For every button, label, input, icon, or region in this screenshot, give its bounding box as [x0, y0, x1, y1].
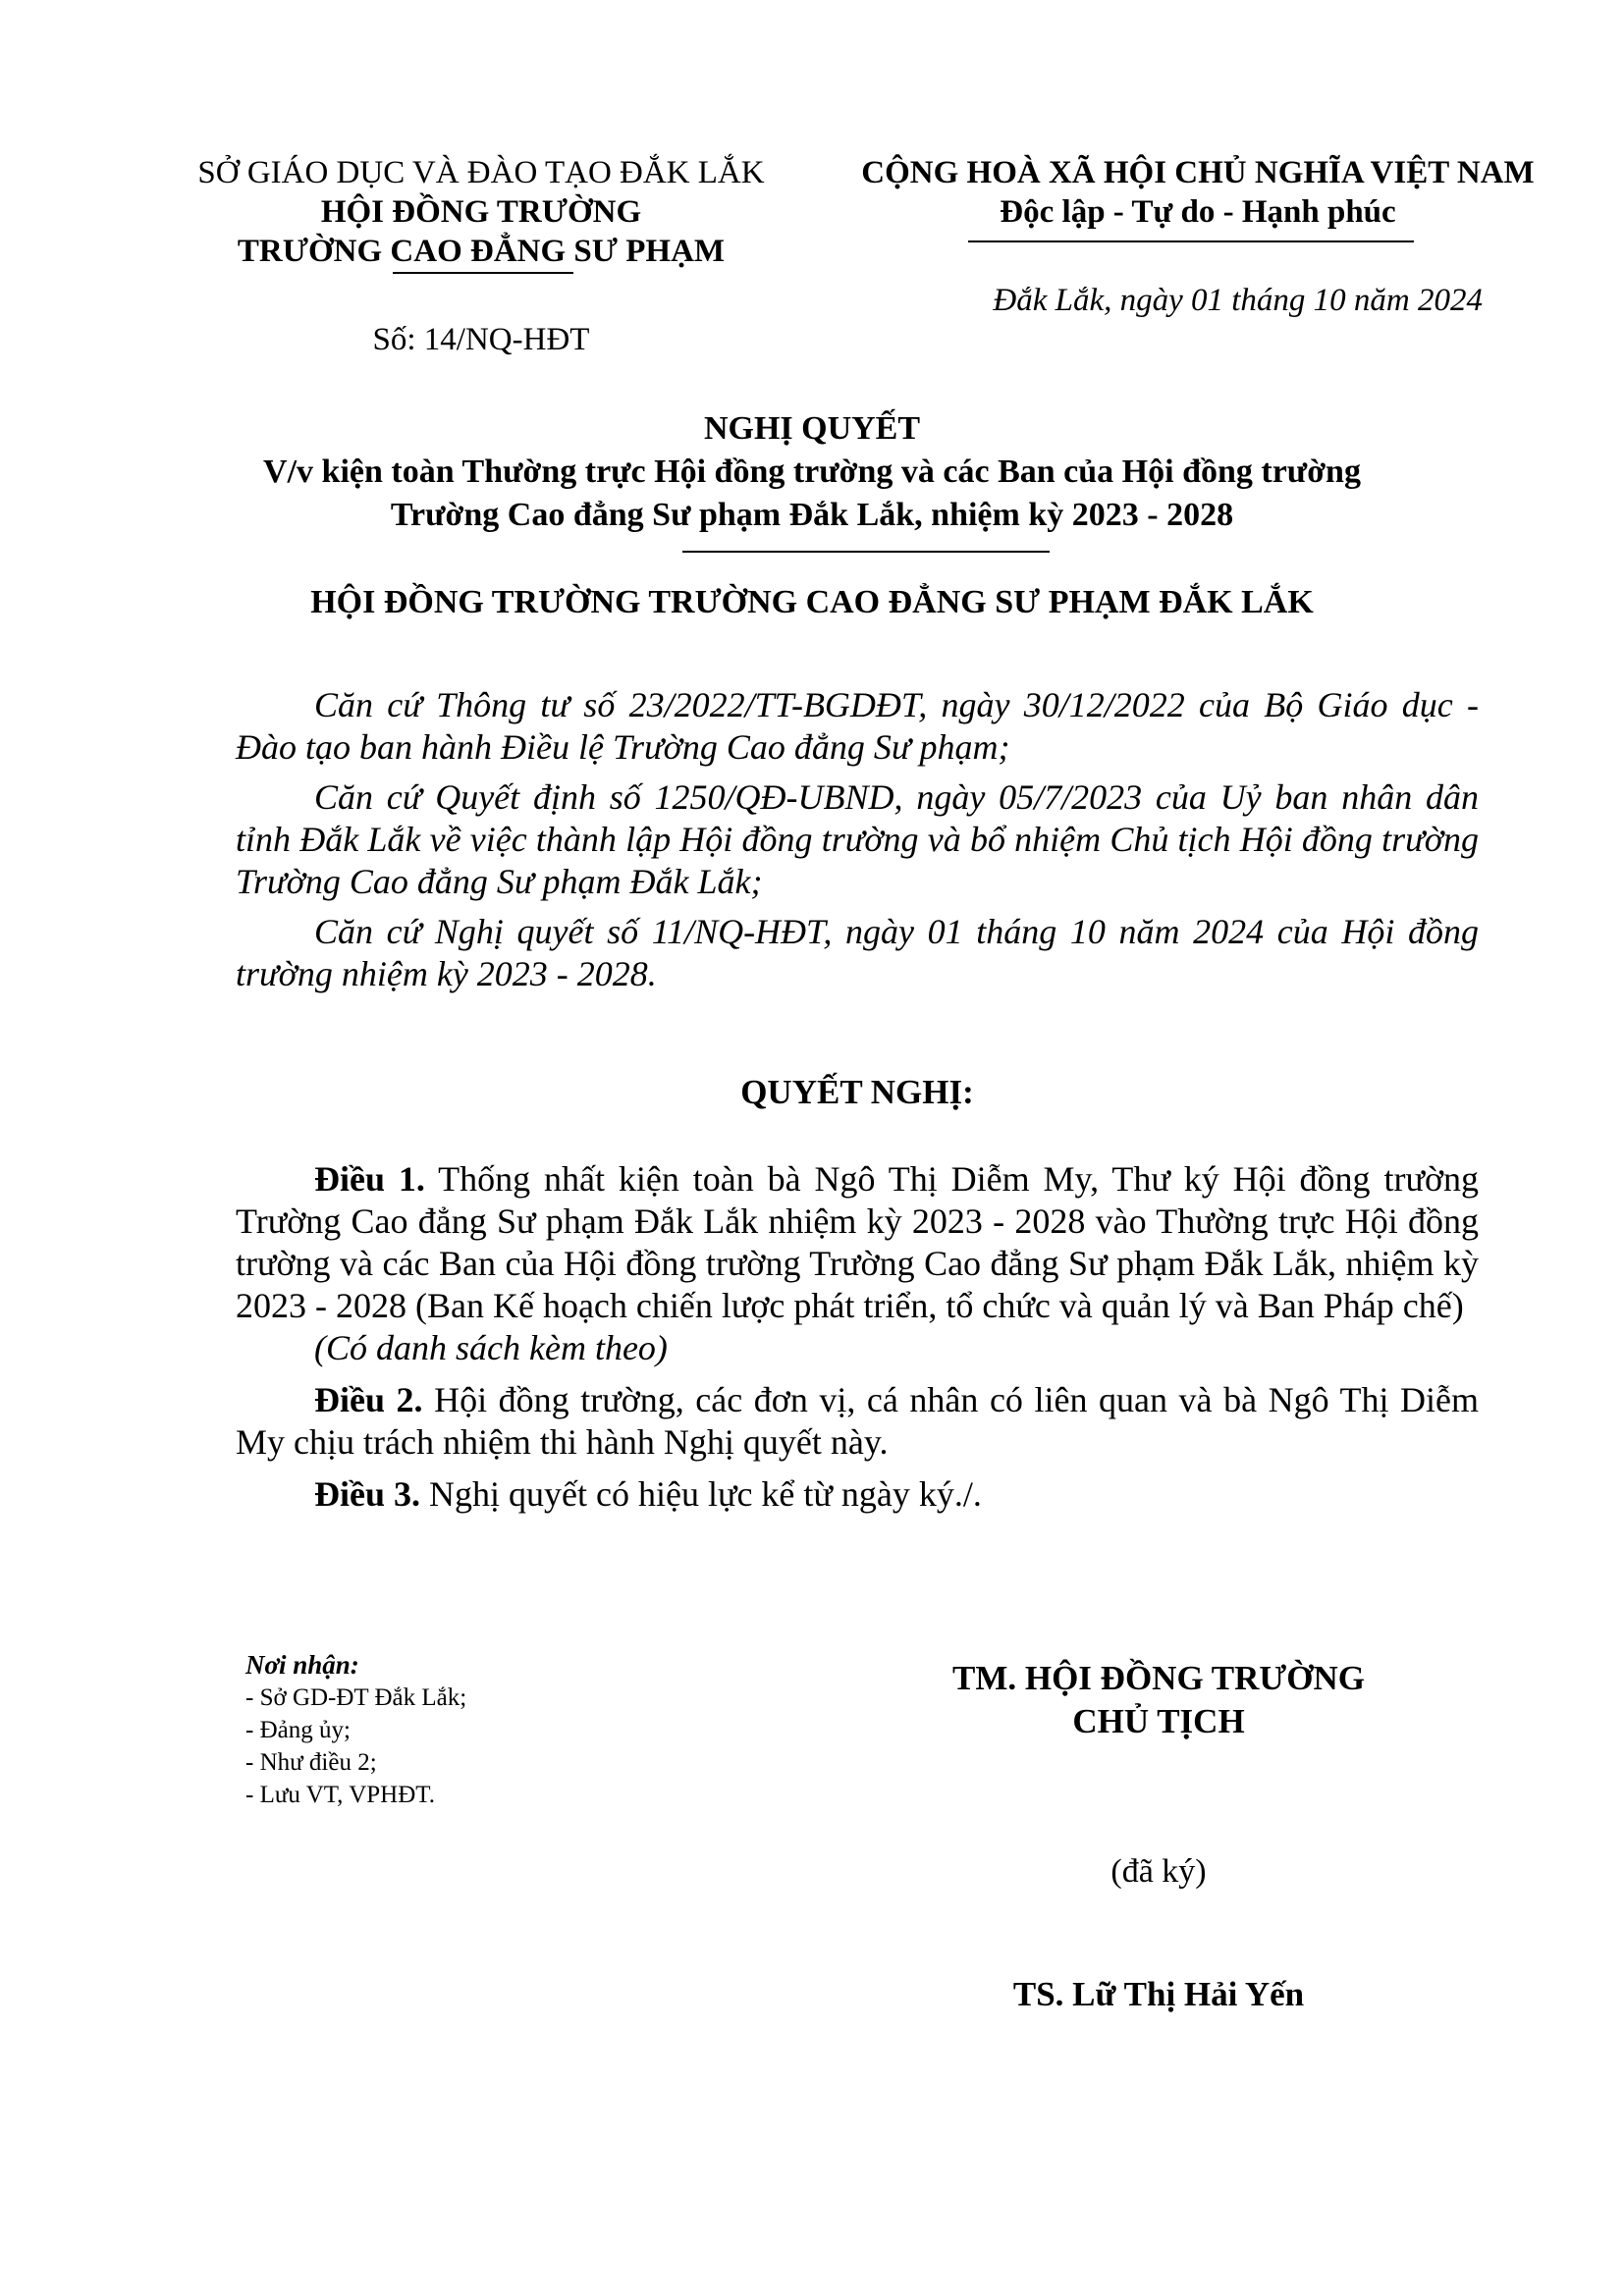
article-3-label: Điều 3. [314, 1474, 420, 1514]
ministry-name: SỞ GIÁO DỤC VÀ ĐÀO TẠO ĐẮK LẮK [197, 155, 765, 190]
signature-block [864, 1657, 1453, 1743]
document-number: Số: 14/NQ-HĐT [372, 322, 590, 357]
motto: Độc lập - Tự do - Hạnh phúc [1000, 194, 1396, 230]
header-left [167, 153, 795, 271]
title-underline [682, 551, 1050, 553]
legal-basis-2: Căn cứ Quyết định số 1250/QĐ-UBND, ngày 05/7/2023 của Uỷ ban nhân dân tỉnh Đắk Lắk về việc thành lập Hội đồng trường và bổ nhiệm Chủ tịch Hội đồng trường Trường Cao đẳng Sư phạm Đắk Lắk; [236, 777, 1479, 901]
recipient-item: - Như điều 2; [245, 1749, 377, 1776]
recipient-item: - Sở GD-ĐT Đắk Lắk; [245, 1684, 467, 1711]
signer-name: TS. Lữ Thị Hải Yến [1012, 1975, 1305, 2013]
title-subject-line2: Trường Cao đẳng Sư phạm Đắk Lắk, nhiệm kỳ 2023 - 2028 [390, 497, 1234, 533]
issuing-body: HỘI ĐỒNG TRƯỜNG TRƯỜNG CAO ĐẲNG SƯ PHẠM ĐẮK LẮK [310, 584, 1314, 620]
country-name: CỘNG HOÀ XÃ HỘI CHỦ NGHĨA VIỆT NAM [861, 155, 1535, 190]
header-right [825, 153, 1571, 232]
article-2-text: Hội đồng trường, các đơn vị, cá nhân có liên quan và bà Ngô Thị Diễm My chịu trách nhiệm thi hành Nghị quyết này. [236, 1380, 1480, 1462]
council-name: HỘI ĐỒNG TRƯỜNG [320, 194, 642, 230]
article-1 [236, 1158, 1479, 1327]
legal-basis-3: Căn cứ Nghị quyết số 11/NQ-HĐT, ngày 01 tháng 10 năm 2024 của Hội đồng trường nhiệm kỳ 2023 - 2028. [236, 912, 1479, 993]
recipient-item: - Đảng ủy; [245, 1717, 351, 1743]
header-right-underline [968, 240, 1414, 242]
article-2-label: Điều 2. [314, 1380, 423, 1419]
title-subject-line1: V/v kiện toàn Thường trực Hội đồng trường và các Ban của Hội đồng trường [263, 454, 1361, 490]
signed-mark: (đã ký) [1110, 1853, 1207, 1890]
article-3 [236, 1473, 1479, 1516]
recipients-heading: Nơi nhận: [245, 1650, 359, 1680]
title-main: NGHỊ QUYẾT [703, 410, 921, 447]
decision-heading: QUYẾT NGHỊ: [740, 1073, 974, 1111]
header-left-underline [393, 272, 573, 274]
legal-basis-1: Căn cứ Thông tư số 23/2022/TT-BGDĐT, ngày 30/12/2022 của Bộ Giáo dục - Đào tạo ban hành Điều lệ Trường Cao đẳng Sư phạm; [236, 685, 1479, 767]
document-date: Đắk Lắk, ngày 01 tháng 10 năm 2024 [993, 283, 1483, 318]
signature-position: CHỦ TỊCH [1072, 1702, 1245, 1740]
recipients [245, 1649, 736, 1811]
article-1-label: Điều 1. [314, 1159, 425, 1199]
recipient-item: - Lưu VT, VPHĐT. [245, 1782, 435, 1808]
legal-bases [236, 684, 1479, 995]
articles [236, 1158, 1479, 1516]
article-2 [236, 1379, 1479, 1464]
article-1-text: Thống nhất kiện toàn bà Ngô Thị Diễm My, Thư ký Hội đồng trường Trường Cao đẳng Sư phạm Đắk Lắk nhiệm kỳ 2023 - 2028 vào Thường trực Hội đồng trường và các Ban của Hội đồng trường Trường Cao đẳng Sư phạm Đắk Lắk, nhiệm kỳ 2023 - 2028 (Ban Kế hoạch chiến lược phát triển, tổ chức và quản lý và Ban Pháp chế) [236, 1159, 1479, 1325]
article-1-note: (Có danh sách kèm theo) [314, 1328, 668, 1367]
document-title [147, 407, 1477, 537]
signature-title: TM. HỘI ĐỒNG TRƯỜNG [951, 1659, 1366, 1697]
article-3-text: Nghị quyết có hiệu lực kể từ ngày ký./. [420, 1474, 982, 1514]
school-name: TRƯỜNG CAO ĐẲNG SƯ PHẠM [237, 234, 726, 269]
